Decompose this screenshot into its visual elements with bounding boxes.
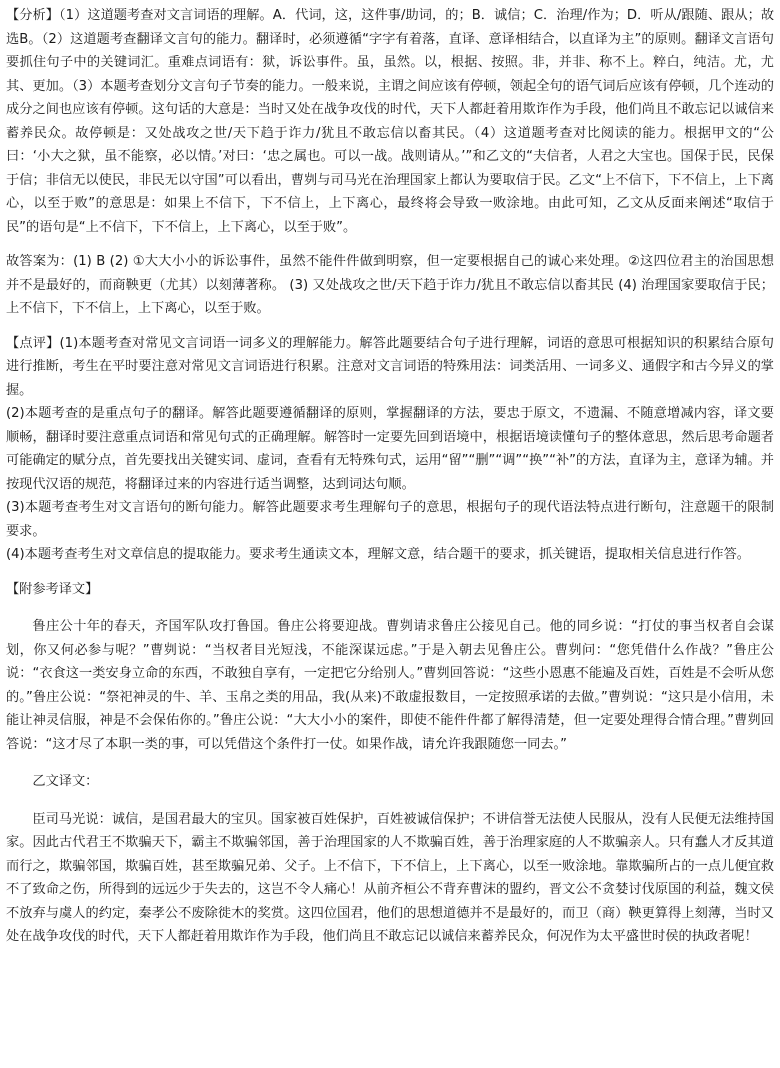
analysis-text: （1）这道题考查对文言词语的理解。A．代词，这，这件事/助词，的；B．诚信；C．治理/作为；D．听从/跟随、跟从；故选B。（2）这道题考查翻译文言句的能力。翻译时，必须遵循“字字有着落，直译、意译相结合，以直译为主”的原则。翻译文言语句要抓住句子中的关键词汇。重难点词语有：狱，诉讼事件。虽，虽然。以，根据、按照。非，并非、称不上。粹白，纯洁。尤，尤其、更加。（3）本题考查划分文言句子节奏的能力。一般来说，主谓之间应该有停顿，领起全句的语气词后应该有停顿，几个连动的成分之间也应该有停顿。这句话的大意是：当时又处在战争攻伐的时代，天下人都赶着用欺诈作为手段，他们尚且不敢忘记以诚信来蓄养民众。故停顿是：又处战攻之世/天下趋于诈力/犹且不敢忘信以畜其民。（4）这道题考查对比阅读的能力。根据甲文的“公曰：‘小大之狱，虽不能察，必以情。’对曰：‘忠之属也。可以一战。战则请从。’”和乙文的“夫信者，人君之大宝也。国保于民，民保于信；非信无以使民，非民无以守国”可以看出，曹刿与司马光在治理国家上都认为要取信于民。乙文“上不信下，下不信上，上下离心，以至于败”的意思是：如果上不信下，下不信上，上下离心，最终将会导致一败涂地。由此可知，乙文从反面来阐述“取信于民”的语句是“上不信下，下不信上，上下离心，以至于败”。 <box>6 8 775 235</box>
comment-label: 【点评】 <box>6 335 60 351</box>
reference-label: 【附参考译文】 <box>6 581 99 597</box>
yi-translation: 臣司马光说：诚信，是国君最大的宝贝。国家被百姓保护，百姓被诚信保护；不讲信誉无法使人民服从，没有人民便无法维持国家。因此古代君王不欺骗天下，霸主不欺骗邻国，善于治理国家的人不欺骗百姓，善于治理家庭的人不欺骗亲人。只有蠢人才反其道而行之，欺骗邻国，欺骗百姓，甚至欺骗兄弟、父子。上不信下，下不信上，上下离心，以至一败涂地。靠欺骗所占的一点儿便宜救不了致命之伤，所得到的远远少于失去的，这岂不令人痛心！从前齐桓公不背弃曹沫的盟约，晋文公不贪婪讨伐原国的利益，魏文侯不放弃与虞人的约定，秦孝公不废除徙木的奖赏。这四位国君，他们的思想道德并不是最好的，而卫（商）鞅更算得上刻薄，当时又处在战争攻伐的时代，天下人都赶着用欺诈作为手段，他们尚且不敢忘记以诚信来蓄养民众，何况作为太平盛世时侯的执政者呢！ <box>6 811 774 944</box>
comment-item: (1)本题考查对常见文言词语一词多义的理解能力。解答此题要结合句子进行理解，词语的意思可根据知识的积累结合原句进行推断，考生在平时要注意对常见文言词语进行积累。注意对文言词语的特殊用法：词类活用、一词多义、通假字和古今异义的掌握。 <box>6 335 774 398</box>
analysis-paragraph <box>6 4 774 239</box>
yi-translation-label: 乙文译文： <box>32 774 99 789</box>
comment-item: (2)本题考查的是重点句子的翻译。解答此题要遵循翻译的原则，掌握翻译的方法，要忠于原文，不遗漏、不随意增减内容，译文要顺畅，翻译时要注意重点词语和常见句式的正确理解。解答时一定要先回到语境中，根据语境读懂句子的整体意思，然后思考命题者可能确定的赋分点，首先要找出关键实词、虚词，查看有无特殊句式，运用“留”“删”“调”“换”“补”的方法，直译为主，意译为辅。并按现代汉语的规范，将翻译过来的内容进行适当调整，达到词达句顺。 <box>6 406 774 492</box>
comment-item: (3)本题考查考生对文言语句的断句能力。解答此题要求考生理解句子的意思，根据句子的现代语法特点进行断句，注意题干的限制要求。 <box>6 500 774 539</box>
comment-paragraph-1 <box>6 332 774 403</box>
comment-item: (4)本题考查考生对文章信息的提取能力。要求考生通读文本，理解文意，结合题干的要求，抓关键语，提取相关信息进行作答。 <box>6 547 750 562</box>
analysis-label: 【分析】 <box>6 8 59 23</box>
answer-paragraph: 故答案为：(1) B (2) ①大大小小的诉讼事件，虽然不能件件做到明察，但一定要根据自己的诚心来处理。②这四位君主的治国思想并不是最好的，而商鞅更（尤其）以刻薄著称。 (3) 又处战攻之世/天下趋于诈力/犹且不敢忘信以畜其民 (4) 治理国家要取信于民；上不信下，下不信上，上下离心，以至于败。 <box>6 254 774 316</box>
jia-translation: 鲁庄公十年的春天，齐国军队攻打鲁国。鲁庄公将要迎战。曹刿请求鲁庄公接见自己。他的同乡说：“打仗的事当权者自会谋划，你又何必参与呢？”曹刿说：“当权者目光短浅，不能深谋远虑。”于是入朝去见鲁庄公。曹刿问：“您凭借什么作战？”鲁庄公说：“衣食这一类安身立命的东西，不敢独自享有，一定把它分给别人。”曹刿回答说：“这些小恩惠不能遍及百姓，百姓是不会听从您的。”鲁庄公说：“祭祀神灵的牛、羊、玉帛之类的用品，我(从来)不敢虚报数目，一定按照承诺的去做。”曹刿说：“这只是小信用，未能让神灵信服，神是不会保佑你的。”鲁庄公说：“大大小小的案件，即使不能件件都了解得清楚，但一定要处理得合情合理。”曹刿回答说：“这才尽了本职一类的事，可以凭借这个条件打一仗。如果作战，请允许我跟随您一同去。” <box>6 619 774 752</box>
